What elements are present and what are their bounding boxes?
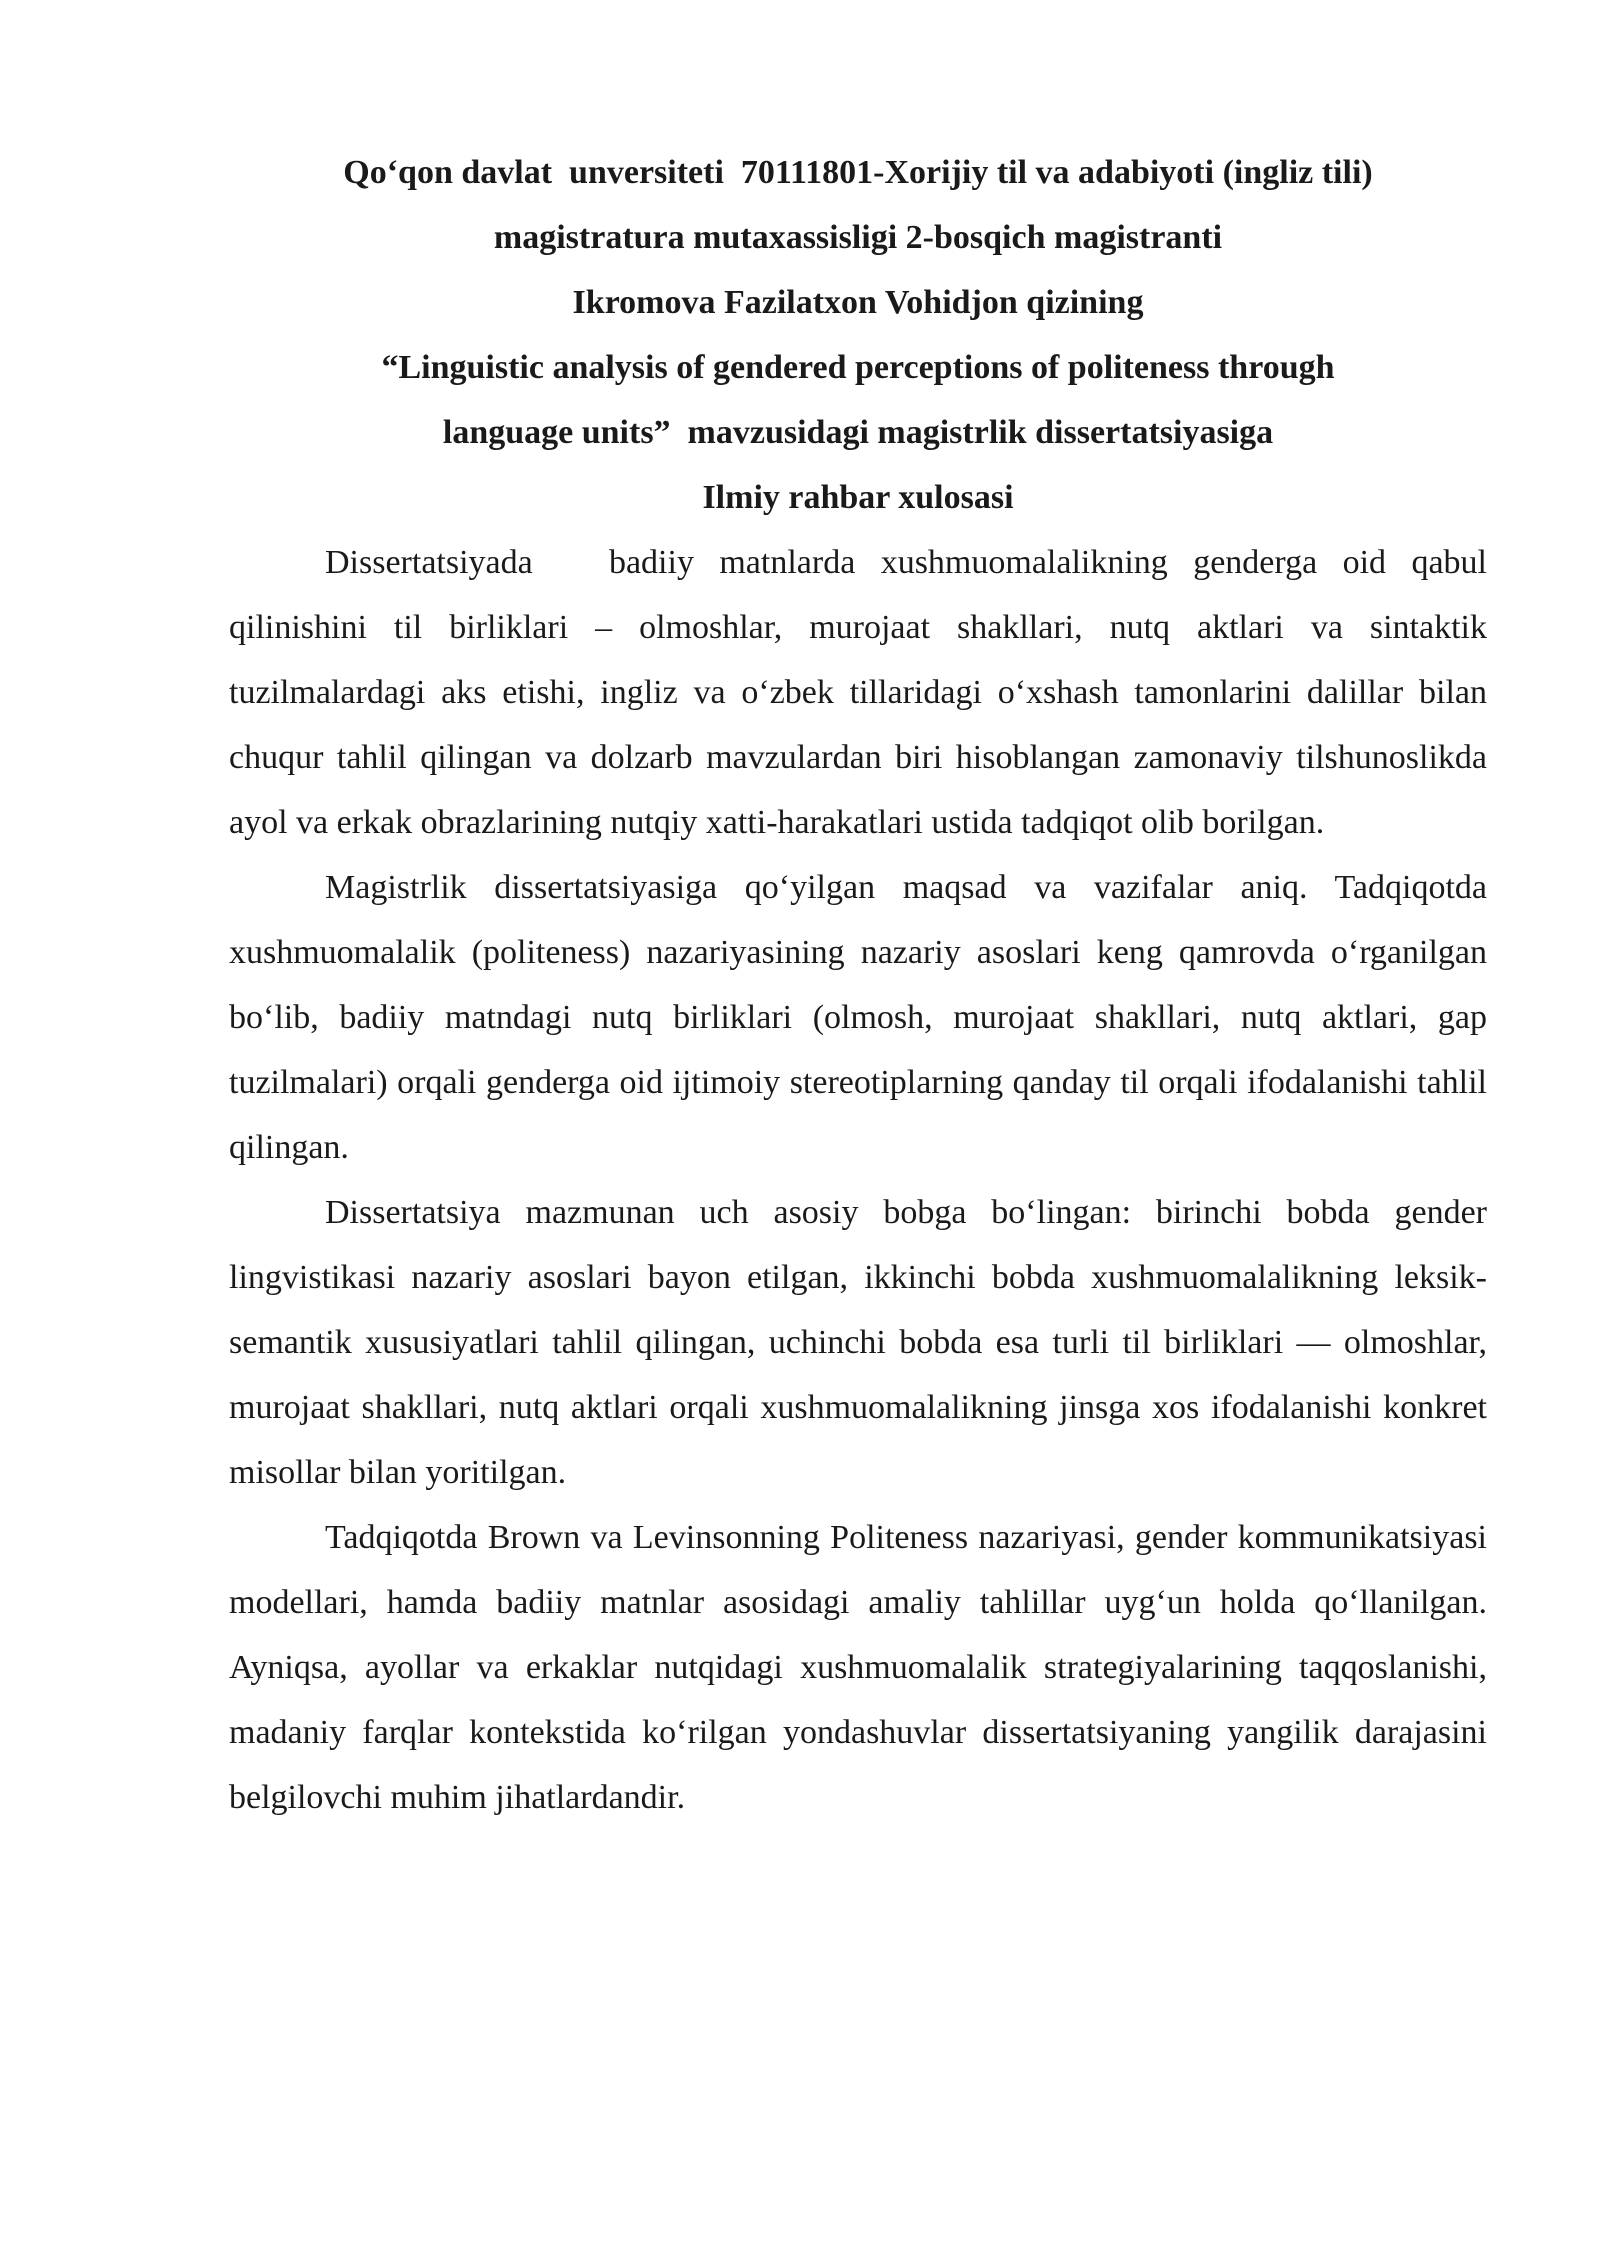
document-body: [229, 530, 1496, 1830]
document-header: [229, 140, 1487, 530]
header-student-name: Ikromova Fazilatxon Vohidjon qizining: [572, 284, 1144, 321]
paragraph-2: Magistrlik dissertatsiyasiga qo‘yilgan maqsad va vazifalar aniq. Tadqiqotda xushmuomalalik (politeness) nazariyasining nazariy asoslari keng qamrovda o‘rganilgan bo‘lib, badiiy matndagi nutq birliklari (olmosh, murojaat shakllari, nutq aktlari, gap tuzilmalari) orqali genderga oid ijtimoiy stereotiplarning qanday til orqali ifodalanishi tahlil qilingan.: [229, 869, 1496, 1166]
paragraph-3: Dissertatsiya mazmunan uch asosiy bobga bo‘lingan: birinchi bobda gender lingvistikasi nazariy asoslari bayon etilgan, ikkinchi bobda xushmuomalalikning leksik-semantik xususiyatlari tahlil qilingan, uchinchi bobda esa turli til birliklari — olmoshlar, murojaat shakllari, nutq aktlari orqali xushmuomalalikning jinsga xos ifodalanishi konkret misollar bilan yoritilgan.: [229, 1194, 1496, 1491]
document-page: [229, 140, 1496, 1830]
header-topic-line-2: language units” mavzusidagi magistrlik dissertatsiyasiga: [442, 414, 1274, 451]
document-title: Ilmiy rahbar xulosasi: [702, 479, 1014, 516]
paragraph-1: Dissertatsiyada badiiy matnlarda xushmuomalalikning genderga oid qabul qilinishini til birliklari – olmoshlar, murojaat shakllari, nutq aktlari va sintaktik tuzilmalardagi aks etishi, ingliz va o‘zbek tillaridagi o‘xshash tamonlarini dalillar bilan chuqur tahlil qilingan va dolzarb mavzulardan biri hisoblangan zamonaviy tilshunoslikda ayol va erkak obrazlarining nutqiy xatti-harakatlari ustida tadqiqot olib borilgan.: [229, 544, 1496, 841]
header-topic-line-1: “Linguistic analysis of gendered perceptions of politeness through: [381, 349, 1335, 386]
header-specialty-line: magistratura mutaxassisligi 2-bosqich magistranti: [493, 219, 1223, 256]
header-university-line: Qo‘qon davlat unversiteti 70111801-Xorijiy til va adabiyoti (ingliz tili): [343, 154, 1373, 191]
paragraph-4: Tadqiqotda Brown va Levinsonning Politeness nazariyasi, gender kommunikatsiyasi modellari, hamda badiiy matnlar asosidagi amaliy tahlillar uyg‘un holda qo‘llanilgan. Ayniqsa, ayollar va erkaklar nutqidagi xushmuomalalik strategiyalarining taqqoslanishi, madaniy farqlar kontekstida ko‘rilgan yondashuvlar dissertatsiyaning yangilik darajasini belgilovchi muhim jihatlardandir.: [229, 1519, 1496, 1816]
